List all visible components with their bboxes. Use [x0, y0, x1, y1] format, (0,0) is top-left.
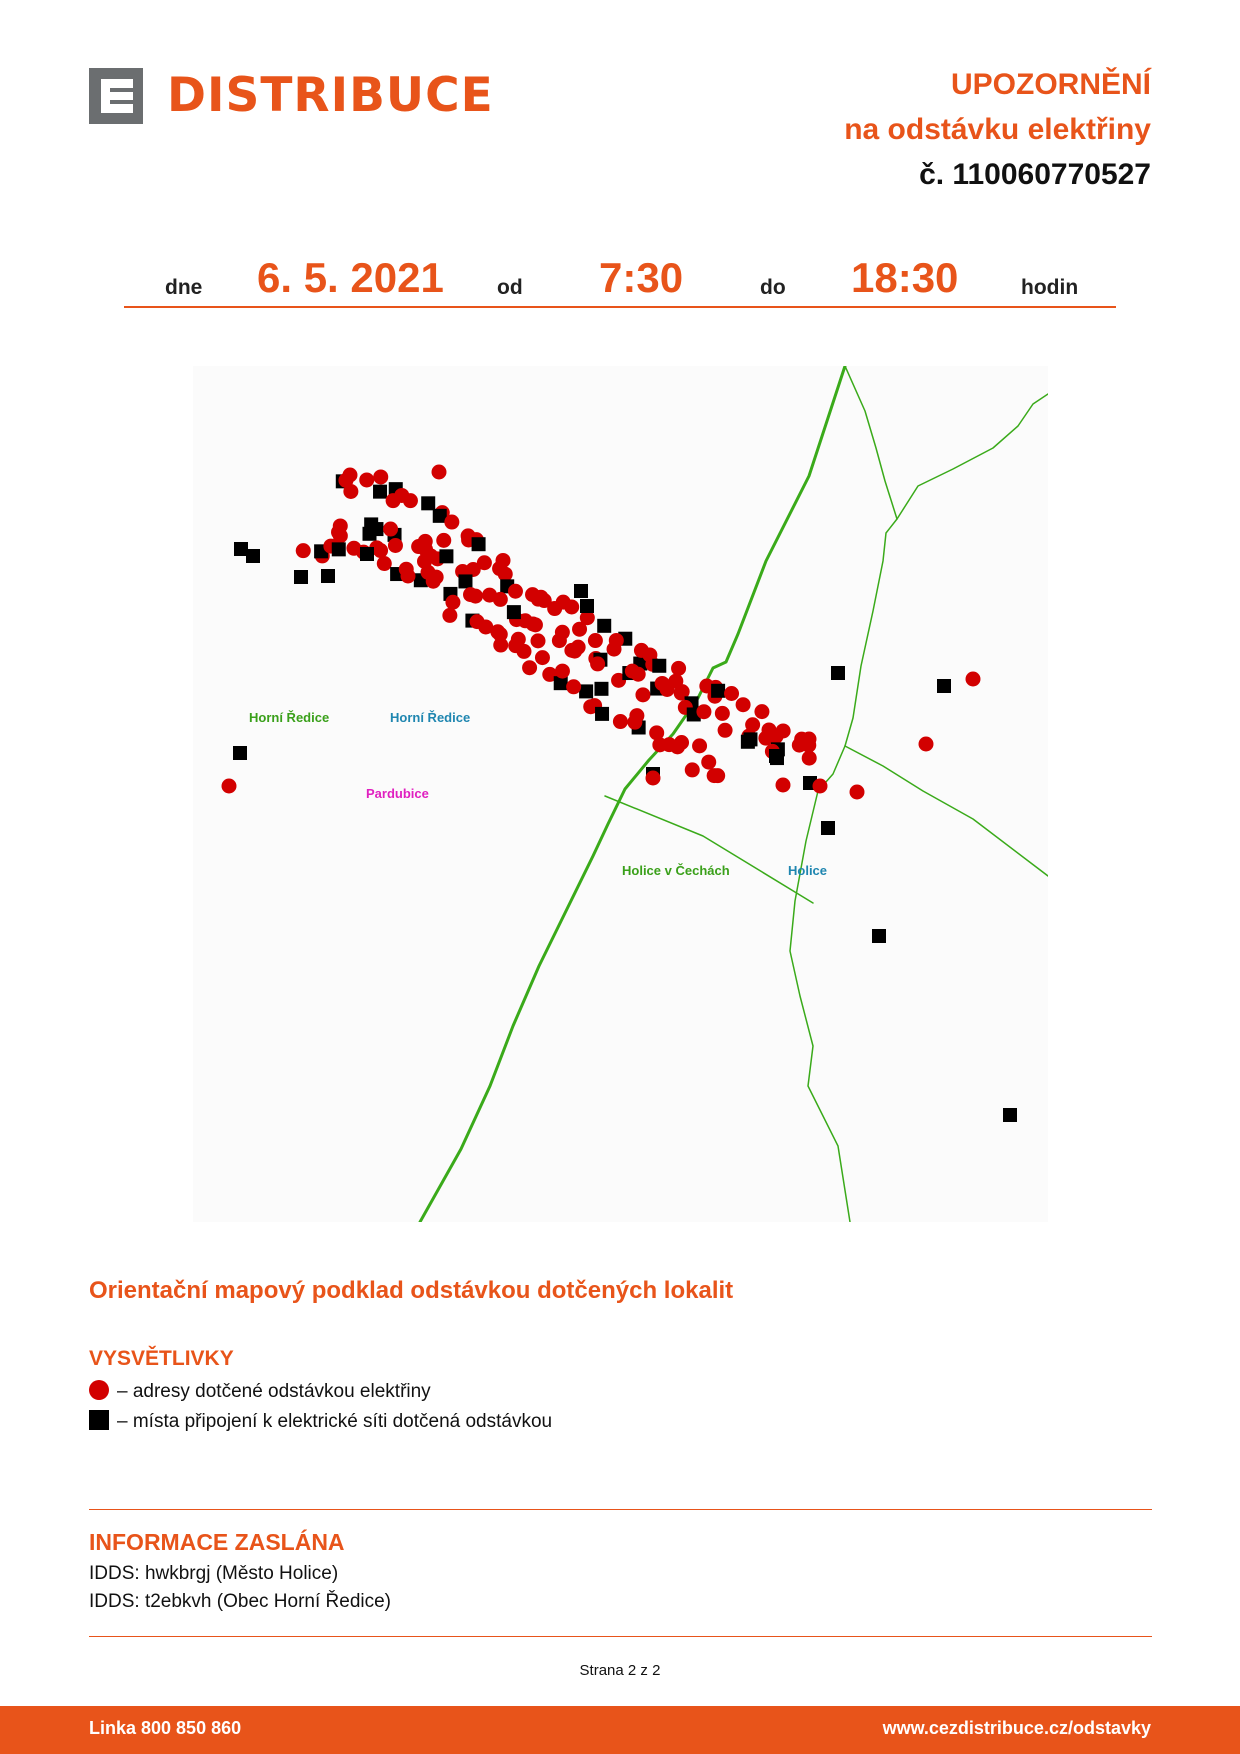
map-label-horni-redice-green: Horní Ředice — [249, 710, 330, 725]
time-to: 18:30 — [851, 254, 959, 301]
connection-point-marker — [233, 746, 247, 760]
connection-point-marker — [439, 549, 453, 563]
map-canvas — [193, 366, 1048, 1222]
address-marker — [424, 549, 439, 564]
notice-header — [844, 62, 1151, 197]
address-marker — [564, 599, 579, 614]
address-marker — [813, 779, 828, 794]
info-line-1: IDDS: hwkbrgj (Město Holice) — [89, 1563, 339, 1584]
address-marker — [373, 469, 388, 484]
info-line-2: IDDS: t2ebkvh (Obec Horní Ředice) — [89, 1591, 392, 1612]
address-marker — [588, 633, 603, 648]
boundary-east-1 — [845, 366, 897, 746]
connection-point-marker — [937, 679, 951, 693]
connection-point-marker — [294, 570, 308, 584]
address-marker — [493, 592, 508, 607]
map-label-holice-v-cechach: Holice v Čechách — [622, 863, 730, 878]
legend-connection-text: – místa připojení k elektrické síti dotčená odstávkou — [117, 1411, 553, 1432]
address-marker — [670, 739, 685, 754]
connection-point-marker — [597, 619, 611, 633]
footer-phone[interactable]: Linka 800 850 860 — [89, 1718, 242, 1738]
address-marker — [490, 624, 505, 639]
boundary-ne — [897, 394, 1048, 519]
address-marker — [333, 518, 348, 533]
notice-title: UPOZORNĚNÍ — [950, 68, 1151, 101]
address-marker — [701, 755, 716, 770]
footer-url[interactable]: www.cezdistribuce.cz/odstavky — [882, 1718, 1151, 1738]
address-marker — [343, 468, 358, 483]
divider-top — [89, 1509, 1152, 1510]
address-marker — [401, 569, 416, 584]
connection-point-marker — [234, 542, 248, 556]
map-caption: Orientační mapový podklad odstávkou dotčených lokalit — [89, 1277, 734, 1304]
legend-connection-points — [89, 1410, 552, 1433]
connection-point-marker — [507, 605, 521, 619]
connection-point-marker — [472, 537, 486, 551]
address-marker — [802, 732, 817, 747]
address-marker — [567, 644, 582, 659]
address-marker — [383, 522, 398, 537]
connection-point-marker — [1003, 1108, 1017, 1122]
address-marker — [343, 484, 358, 499]
address-marker — [388, 538, 403, 553]
map-label-holice: Holice — [788, 863, 828, 878]
to-label: do — [760, 276, 786, 299]
address-marker — [377, 556, 392, 571]
address-marker — [652, 737, 667, 752]
connection-point-marker — [579, 684, 593, 698]
address-marker — [373, 543, 388, 558]
address-marker — [715, 706, 730, 721]
address-marker — [710, 768, 725, 783]
address-marker — [359, 472, 374, 487]
address-marker — [522, 660, 537, 675]
address-marker — [718, 723, 733, 738]
address-marker — [627, 715, 642, 730]
address-marker — [802, 751, 817, 766]
address-marker — [535, 650, 550, 665]
connection-point-marker — [332, 542, 346, 556]
address-marker — [445, 595, 460, 610]
legend-addresses-text: – adresy dotčené odstávkou elektřiny — [117, 1381, 431, 1402]
address-marker — [966, 672, 981, 687]
address-marker — [508, 584, 523, 599]
address-marker — [696, 704, 711, 719]
boundary-east-3 — [845, 746, 1048, 876]
hours-label: hodin — [1021, 276, 1079, 299]
address-marker — [919, 737, 934, 752]
from-label: od — [497, 276, 523, 299]
boundary-holice-west — [605, 796, 813, 903]
connection-point-marker — [652, 659, 666, 673]
connection-point-marker — [574, 584, 588, 598]
address-marker — [222, 779, 237, 794]
notice-subtitle: na odstávku elektřiny — [844, 113, 1151, 146]
address-marker — [776, 778, 791, 793]
address-marker — [436, 533, 451, 548]
connection-point-marker — [821, 821, 835, 835]
connection-point-marker — [458, 574, 472, 588]
black-square-icon — [89, 1410, 109, 1430]
address-marker — [493, 638, 508, 653]
address-marker — [850, 785, 865, 800]
notice-number: č. 110060770527 — [919, 158, 1151, 191]
address-marker — [776, 723, 791, 738]
address-marker — [635, 687, 650, 702]
address-marker — [646, 771, 661, 786]
address-marker — [403, 493, 418, 508]
legend-title: VYSVĚTLIVKY — [89, 1347, 234, 1370]
address-marker — [470, 614, 485, 629]
connection-point-marker — [360, 547, 374, 561]
outage-points — [222, 465, 1018, 1123]
address-marker — [724, 686, 739, 701]
connection-point-marker — [321, 569, 335, 583]
address-marker — [625, 664, 640, 679]
connection-point-marker — [872, 929, 886, 943]
connection-point-marker — [595, 707, 609, 721]
address-marker — [516, 644, 531, 659]
address-marker — [296, 543, 311, 558]
outage-date: 6. 5. 2021 — [257, 254, 444, 301]
connection-point-marker — [743, 732, 757, 746]
map-label-pardubice: Pardubice — [366, 786, 429, 801]
day-label: dne — [165, 276, 203, 299]
outage-map — [193, 366, 1048, 1222]
logo-wordmark: DISTRIBUCE — [167, 68, 494, 123]
connection-point-marker — [594, 682, 608, 696]
address-marker — [432, 465, 447, 480]
address-marker — [590, 656, 605, 671]
address-marker — [426, 574, 441, 589]
address-marker — [754, 704, 769, 719]
divider-bottom — [89, 1636, 1152, 1637]
footer-bar — [0, 1706, 1240, 1754]
connection-point-marker — [769, 749, 783, 763]
address-marker — [442, 608, 457, 623]
address-marker — [566, 679, 581, 694]
info-title: INFORMACE ZASLÁNA — [89, 1529, 345, 1555]
address-marker — [685, 762, 700, 777]
connection-point-marker — [580, 599, 594, 613]
address-marker — [531, 633, 546, 648]
address-marker — [547, 601, 562, 616]
connection-point-marker — [246, 549, 260, 563]
boundary-lines — [420, 366, 1048, 1222]
connection-point-marker — [421, 496, 435, 510]
page-number: Strana 2 z 2 — [579, 1662, 661, 1679]
address-marker — [736, 697, 751, 712]
connection-point-marker — [831, 666, 845, 680]
address-marker — [613, 714, 628, 729]
map-label-horni-redice-blue: Horní Ředice — [390, 710, 471, 725]
address-marker — [555, 664, 570, 679]
outage-schedule — [124, 248, 1116, 308]
address-marker — [444, 515, 459, 530]
address-marker — [468, 589, 483, 604]
address-marker — [555, 625, 570, 640]
address-marker — [526, 617, 541, 632]
connection-point-marker — [711, 684, 725, 698]
connection-point-marker — [369, 522, 383, 536]
address-marker — [671, 661, 686, 676]
boundary-main — [420, 366, 845, 1222]
cez-logo-icon — [89, 68, 143, 124]
address-marker — [660, 682, 675, 697]
address-marker — [609, 633, 624, 648]
red-dot-icon — [89, 1380, 109, 1400]
connection-point-marker — [373, 485, 387, 499]
boundary-east-2 — [790, 746, 850, 1222]
time-from: 7:30 — [599, 254, 684, 301]
address-marker — [692, 738, 707, 753]
legend-addresses — [89, 1380, 431, 1403]
